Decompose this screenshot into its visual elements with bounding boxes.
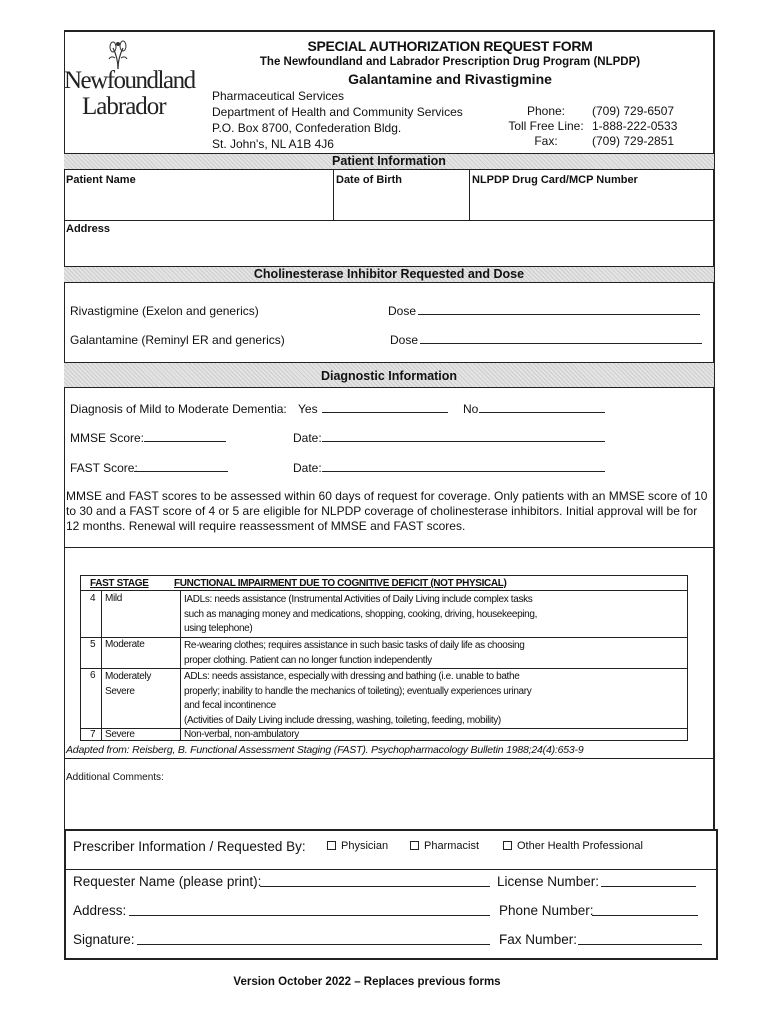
stage-name: Moderately — [105, 671, 151, 682]
address-line: P.O. Box 8700, Confederation Bldg. — [212, 121, 402, 135]
stage-description: proper clothing. Patient can no longer function independently — [184, 654, 432, 666]
mmse-date-label: Date: — [293, 431, 322, 445]
address-line: Department of Health and Community Services — [212, 105, 463, 119]
fast-label: FAST Score: — [70, 461, 138, 475]
galantamine-dose-field[interactable] — [420, 333, 702, 344]
stage-description: such as managing money and medications, shopping, cooking, driving, housekeeping, — [184, 608, 538, 620]
option-label: Physician — [341, 840, 389, 852]
diagnosis-yes-field[interactable] — [322, 402, 448, 413]
divider — [101, 590, 102, 741]
contact-numbers — [500, 104, 677, 149]
diagnosis-label: Diagnosis of Mild to Moderate Dementia: — [70, 402, 287, 416]
drug-card-label: NLPDP Drug Card/MCP Number — [472, 174, 638, 186]
divider — [81, 637, 687, 638]
stage-number: 5 — [90, 639, 96, 650]
signature-label: Signature: — [73, 932, 135, 947]
mmse-score-field[interactable] — [144, 431, 226, 442]
divider — [64, 220, 714, 221]
form-title: SPECIAL AUTHORIZATION REQUEST FORM — [307, 38, 593, 54]
phone-number-label: Phone Number: — [499, 903, 594, 918]
fast-date-label: Date: — [293, 461, 322, 475]
divider — [81, 728, 687, 729]
stage-description: IADLs: needs assistance (Instrumental Activities of Daily Living include complex tasks — [184, 594, 533, 605]
stage-description: properly; inability to handle the mechanics of toileting); eventually experiences urinary — [184, 685, 532, 697]
divider — [64, 758, 714, 759]
program-name: The Newfoundland and Labrador Prescription Drug Program (NLPDP) — [259, 56, 641, 68]
table-header-impairment: FUNCTIONAL IMPAIRMENT DUE TO COGNITIVE DEFICIT (NOT PHYSICAL) — [174, 578, 507, 589]
stage-name: Severe — [105, 729, 135, 740]
divider — [81, 668, 687, 669]
stage-description: and fecal incontinence — [184, 700, 276, 711]
option-pharmacist[interactable] — [410, 840, 479, 852]
pitcher-plant-icon — [106, 40, 130, 70]
rivastigmine-dose-label: Dose — [388, 304, 417, 318]
stage-name: Mild — [105, 593, 122, 604]
toll-free-value: 1-888-222-0533 — [592, 119, 678, 133]
fax-value: (709) 729-2851 — [592, 134, 675, 148]
option-label: Pharmacist — [424, 840, 480, 852]
eligibility-note — [66, 489, 714, 534]
license-label: License Number: — [497, 874, 600, 889]
signature-field[interactable] — [137, 934, 490, 945]
option-label: Other Health Professional — [517, 840, 643, 852]
stage-description: Non-verbal, non-ambulatory — [184, 729, 299, 740]
fast-score-field[interactable] — [134, 461, 228, 472]
table-header-stage: FAST STAGE — [90, 578, 149, 589]
prescriber-label: Prescriber Information / Requested By: — [73, 839, 306, 854]
inhibitor-section-header: Cholinesterase Inhibitor Requested and Dose — [64, 266, 714, 283]
patient-name-label: Patient Name — [66, 174, 136, 186]
stage-number: 7 — [90, 729, 96, 740]
stage-description: ADLs: needs assistance, especially with dressing and bathing (i.e. unable to bathe — [184, 671, 520, 682]
stage-description: using telephone) — [184, 623, 253, 634]
frame-right — [713, 30, 715, 830]
toll-free-label: Toll Free Line: — [508, 119, 584, 133]
mmse-date-field[interactable] — [322, 431, 605, 442]
comments-field[interactable] — [66, 786, 711, 826]
fast-date-field[interactable] — [322, 461, 605, 472]
license-field[interactable] — [601, 876, 696, 887]
rivastigmine-dose-field[interactable] — [418, 304, 700, 315]
divider — [64, 547, 714, 548]
logo-wordmark-line2: Labrador — [82, 93, 166, 120]
frame-left — [64, 30, 65, 830]
version-footer: Version October 2022 – Replaces previous forms — [233, 976, 501, 988]
stage-description: Re-wearing clothes; requires assistance in such basic tasks of daily life as choosing — [184, 640, 525, 651]
drug-card-field[interactable] — [472, 188, 710, 218]
note-line: MMSE and FAST scores to be assessed within 60 days of request for coverage. Only patients with an MMSE score of 10 — [66, 489, 708, 503]
yes-label: Yes — [298, 402, 318, 416]
fax-number-label: Fax Number: — [499, 932, 578, 947]
frame-top — [64, 30, 714, 32]
checkbox[interactable] — [327, 841, 336, 850]
no-label: No — [463, 402, 479, 416]
diagnosis-no-field[interactable] — [479, 402, 605, 413]
dob-label: Date of Birth — [336, 174, 402, 186]
prescriber-address-label: Address: — [73, 903, 127, 918]
address-line: Pharmaceutical Services — [212, 89, 345, 103]
checkbox[interactable] — [410, 841, 419, 850]
divider — [180, 590, 181, 741]
divider — [64, 869, 718, 870]
fast-stage-table — [80, 575, 688, 741]
patient-section-header: Patient Information — [64, 153, 714, 170]
phone-number-field[interactable] — [592, 905, 698, 916]
stage-name: Severe — [105, 685, 135, 697]
phone-value: (709) 729-6507 — [592, 104, 675, 118]
phone-label: Phone: — [526, 104, 566, 118]
requester-name-label: Requester Name (please print): — [73, 874, 262, 889]
galantamine-label: Galantamine (Reminyl ER and generics) — [70, 333, 285, 347]
logo-wordmark-line1: Newfoundland — [64, 67, 195, 94]
option-physician[interactable] — [327, 840, 388, 852]
drug-names: Galantamine and Rivastigmine — [348, 71, 552, 87]
divider — [81, 590, 687, 591]
stage-description: (Activities of Daily Living include dressing, washing, toileting, feeding, mobility) — [184, 714, 501, 726]
rivastigmine-label: Rivastigmine (Exelon and generics) — [70, 304, 259, 318]
stage-number: 6 — [90, 670, 96, 681]
stage-name: Moderate — [105, 639, 145, 650]
note-line: 12 months. Renewal will require reassessment of MMSE and FAST scores. — [66, 519, 466, 533]
address-line: St. John's, NL A1B 4J6 — [212, 137, 334, 151]
department-address — [212, 88, 463, 152]
dob-field[interactable] — [336, 188, 467, 218]
requester-name-field[interactable] — [260, 876, 490, 887]
prescriber-address-field[interactable] — [129, 905, 490, 916]
mmse-label: MMSE Score: — [70, 431, 145, 445]
fax-label: Fax: — [534, 134, 558, 148]
option-other-health-professional[interactable] — [503, 840, 643, 852]
stage-number: 4 — [90, 593, 96, 604]
divider — [333, 170, 334, 220]
patient-address-field[interactable] — [66, 237, 711, 265]
fast-citation: Adapted from: Reisberg, B. Functional Assessment Staging (FAST). Psychopharmacology Bulletin 1988;24(4):653-9 — [66, 744, 584, 756]
divider — [469, 170, 470, 220]
checkbox[interactable] — [503, 841, 512, 850]
address-label: Address — [66, 223, 111, 235]
comments-label: Additional Comments: — [66, 772, 164, 783]
note-line: to 30 and a FAST score of 4 or 5 are eligible for NLPDP coverage of cholinesterase inhibitors. Initial approval will be for — [66, 504, 698, 518]
patient-name-field[interactable] — [66, 188, 331, 218]
fax-number-field[interactable] — [578, 934, 702, 945]
diagnostic-section-header: Diagnostic Information — [64, 362, 714, 388]
galantamine-dose-label: Dose — [390, 333, 419, 347]
